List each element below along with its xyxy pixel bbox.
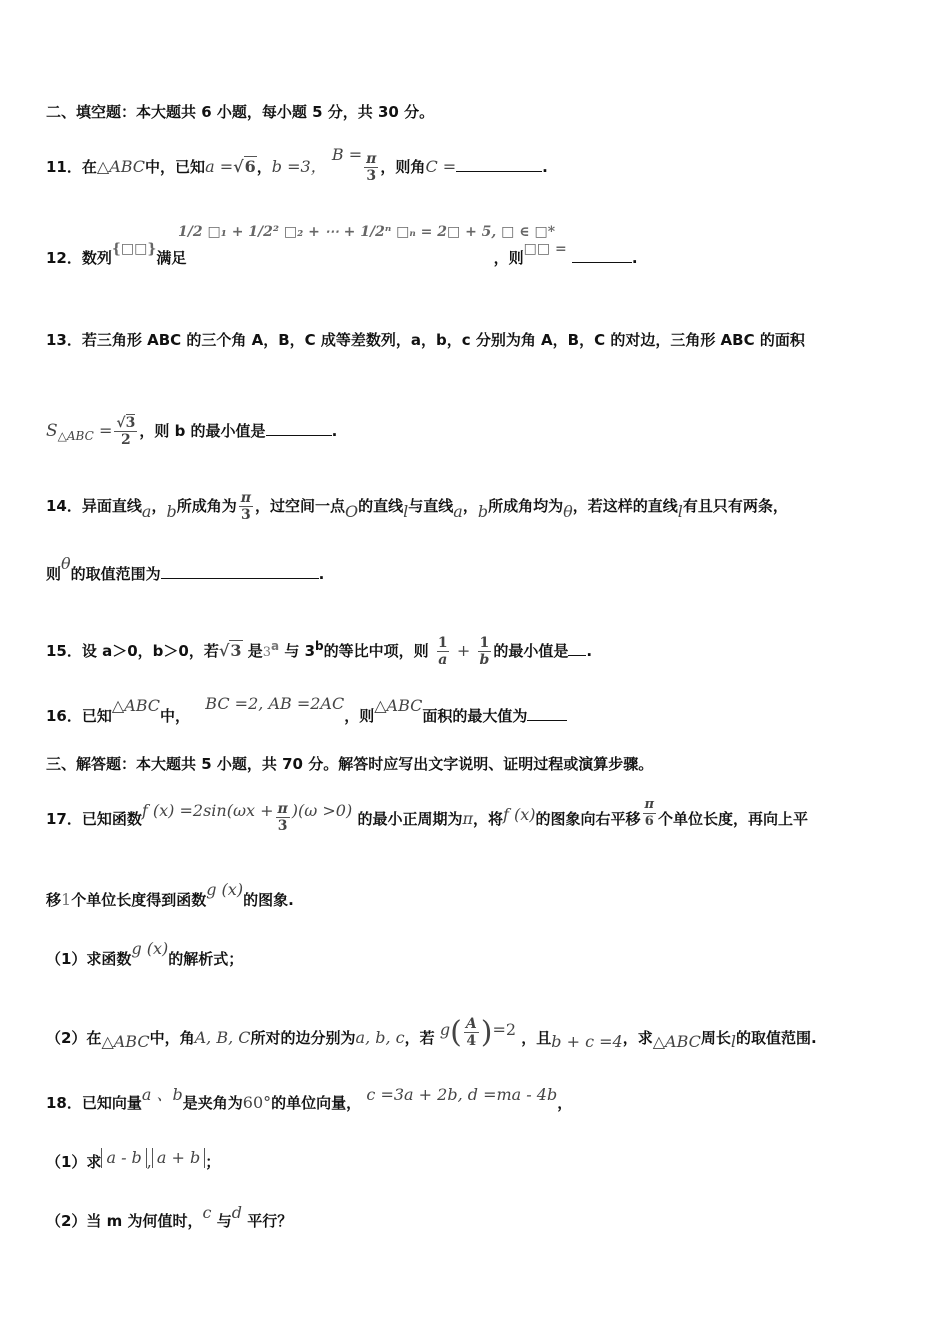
question-18: 18．已知向量a 、b是夹角为60°的单位向量， c =3a + 2b, d =ma - 4b， (46, 1085, 573, 1112)
question-14-line-2: 则θ的取值范围为 . (46, 554, 325, 583)
question-16: 16．已知△ABC中， BC =2, AB =2AC，则△ABC面积的最大值为 (46, 706, 567, 726)
question-15: 15．设 a＞0，b＞0，若√3 是3$^a$ 与 3$^b$的等比中项，则 $\frac{1}{a}$ + $\frac{1}{b}$ 的最小值是 . (46, 635, 593, 668)
question-13: 13．若三角形 ABC 的三个角 A，B，C 成等差数列，a，b，c 分别为角 A，B，C 的对边，三角形 ABC 的面积 (46, 331, 805, 349)
section-3-heading: 三、解答题：本大题共 5 小题，共 70 分。解答时应写出文字说明、证明过程或演算步骤。 (46, 755, 654, 773)
answer-blank[interactable] (266, 421, 332, 436)
q11-number: 11． (46, 158, 82, 176)
question-14: 14．异面直线a，b所成角为 $\frac{\pi}{3}$ ，过空间一点O的直线l与直线a，b所成角均为θ，若这样的直线l有且只有两条， (46, 490, 788, 523)
answer-blank[interactable] (572, 248, 632, 263)
answer-blank[interactable] (527, 706, 567, 721)
pi-over-3: $\frac{\pi}{3}$ (366, 151, 377, 184)
section-2-heading: 二、填空题：本大题共 6 小题，每小题 5 分，共 30 分。 (46, 103, 435, 121)
question-18-part-1: （1）求 a - b , a + b ； (46, 1148, 221, 1171)
question-13-line-2: $S_{\triangle ABC}$ = $\frac{√3}{2}$ ，则 b 的最小值是 . (46, 415, 338, 448)
question-17: 17．已知函数f (x) =2sin(ωx + $\frac{\pi}{3}$ )(ω >0) 的最小正周期为π，将f (x)的图象向右平移 $\frac{\pi}{6}$ 个单位长度，再向上平 (46, 797, 809, 834)
answer-blank[interactable] (568, 641, 586, 656)
question-17-part-1: （1）求函数g (x)的解析式； (46, 939, 244, 968)
question-18-part-2: （2）当 m 为何值时，c 与d 平行？ (46, 1203, 293, 1230)
question-17-line-2: 移1个单位长度得到函数g (x)的图象. (46, 880, 294, 909)
question-11: 11．在△ABC中，已知a =√6，b =3， B = $\frac{\pi}{3}$ ，则角C = . (46, 145, 548, 184)
answer-blank[interactable] (161, 564, 319, 579)
answer-blank[interactable] (456, 157, 542, 172)
question-17-part-2: （2）在△ABC中，角A, B, C所对的边分别为a, b, c，若 g( $\frac{A}{4}$ )=2 ，且b + c =4，求△ABC周长l的取值范围. (46, 1014, 817, 1051)
sequence-formula: 1/2 □₁ + 1/2² □₂ + ⋯ + 1/2ⁿ □ₙ = 2□ + 5, □ ∈ □* (178, 224, 556, 240)
question-12: 12．数列{□□}满足 1/2 □₁ + 1/2² □₂ + ⋯ + 1/2ⁿ □ₙ = 2□ + 5, □ ∈ □* ，则□□ = . (46, 224, 638, 267)
